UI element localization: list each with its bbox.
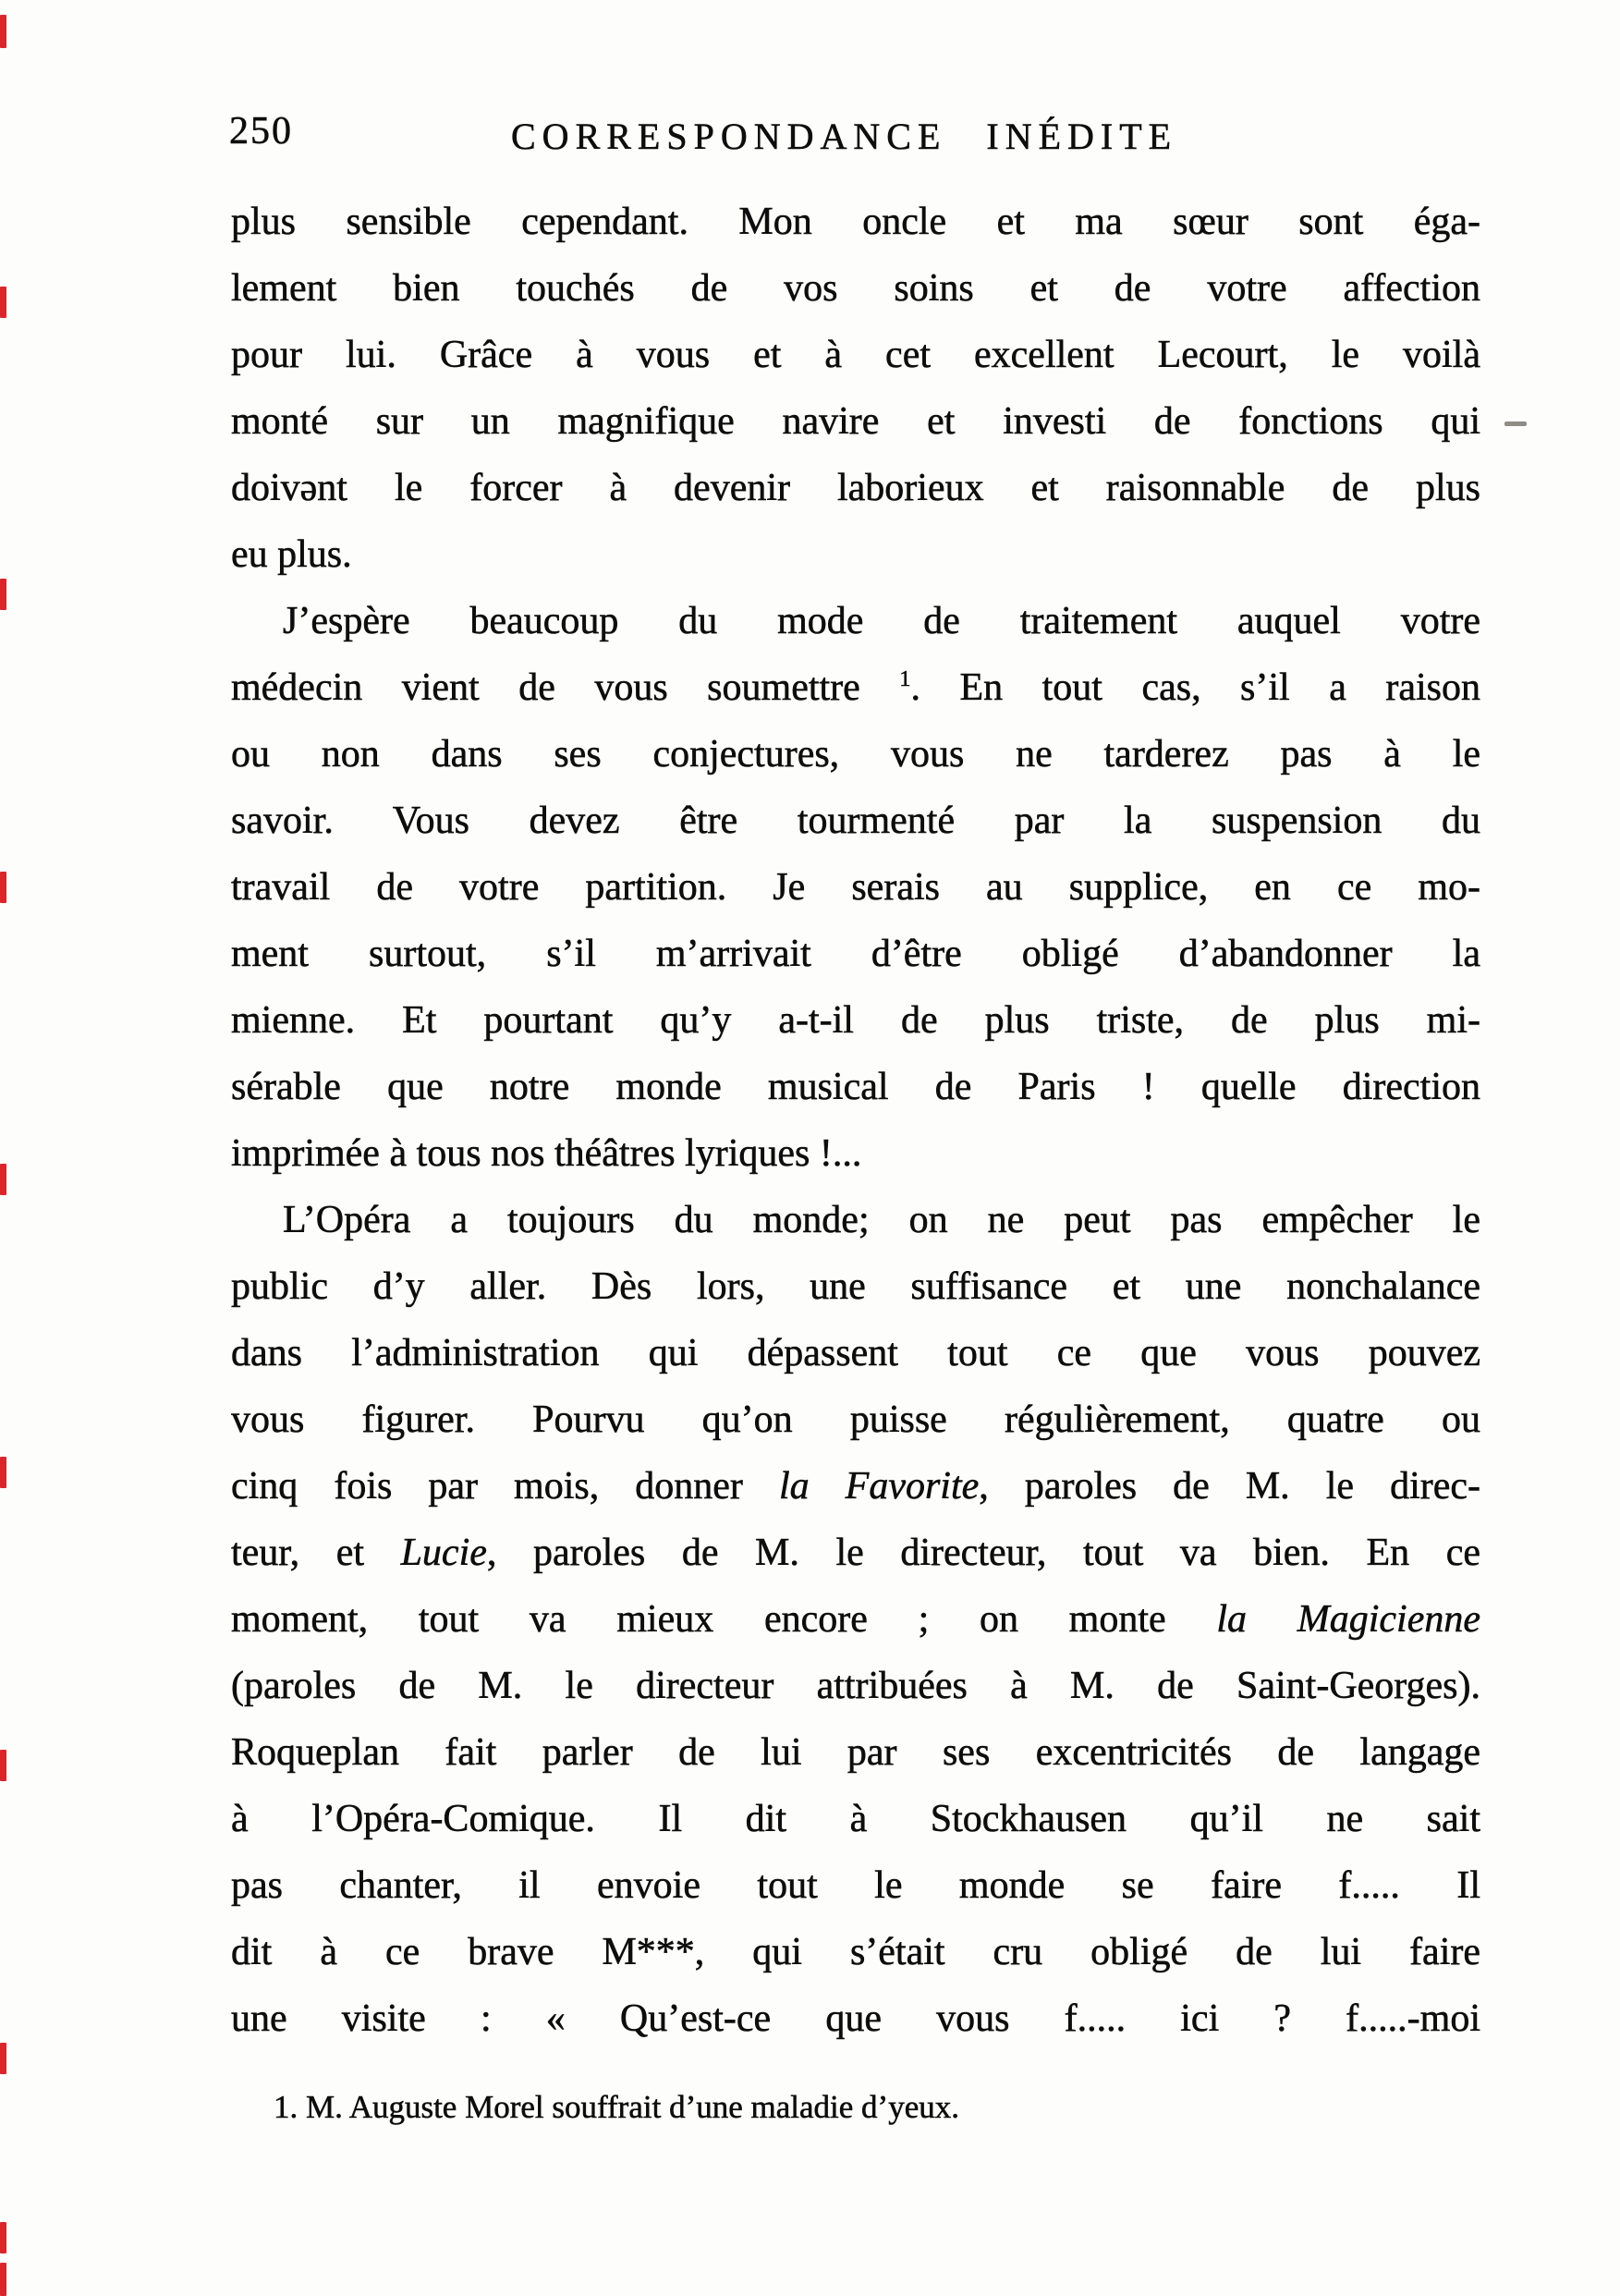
text-segment: imprimée à tous nos théâtres lyriques !... bbox=[231, 1132, 862, 1175]
text-line bbox=[231, 788, 1480, 854]
text-line bbox=[231, 987, 1480, 1054]
text-segment: ou non dans ses conjectures, vous ne tarderez pas à le bbox=[231, 733, 1480, 776]
text-segment: une visite : « Qu’est-ce que vous f..... ici ? f.....-moi bbox=[231, 1997, 1480, 2040]
red-edge-mark bbox=[0, 2222, 6, 2253]
text-segment: , paroles de M. le directeur, tout va bien. En ce bbox=[486, 1532, 1480, 1574]
text-line bbox=[231, 1187, 1480, 1253]
text-segment: à l’Opéra-Comique. Il dit à Stockhausen qu’il ne sait bbox=[231, 1798, 1480, 1840]
text-line bbox=[231, 322, 1480, 388]
text-line bbox=[231, 588, 1480, 654]
text-segment: ment surtout, s’il m’arrivait d’être obligé d’abandonner la bbox=[231, 933, 1480, 975]
text-segment: Lucie bbox=[400, 1532, 487, 1574]
text-line bbox=[231, 1386, 1480, 1453]
red-edge-mark bbox=[0, 15, 6, 48]
text-line bbox=[231, 455, 1480, 521]
text-segment: pour lui. Grâce à vous et à cet excellent Lecourt, le voilà bbox=[231, 334, 1480, 376]
text-line bbox=[231, 1120, 1480, 1187]
text-line bbox=[231, 1719, 1480, 1786]
running-header-title: CORRESPONDANCE INÉDITE bbox=[511, 116, 1178, 157]
red-edge-mark bbox=[0, 1164, 6, 1195]
text-line bbox=[231, 1520, 1480, 1586]
red-edge-mark bbox=[0, 2263, 6, 2296]
red-edge-mark bbox=[0, 579, 6, 610]
pencil-dash-mark bbox=[1504, 421, 1527, 426]
red-edge-mark bbox=[0, 287, 6, 318]
text-line bbox=[231, 255, 1480, 322]
text-line bbox=[231, 1320, 1480, 1386]
text-line bbox=[231, 1786, 1480, 1852]
text-line bbox=[231, 1054, 1480, 1120]
text-segment: doivənt le forcer à devenir laborieux et raisonnable de plus bbox=[231, 467, 1480, 509]
text-line bbox=[231, 388, 1480, 455]
text-segment: mienne. Et pourtant qu’y a-t-il de plus triste, de plus mi- bbox=[231, 999, 1480, 1042]
text-segment: , paroles de M. le direc- bbox=[979, 1465, 1480, 1508]
text-segment: sérable que notre monde musical de Paris ! quelle direction bbox=[231, 1066, 1480, 1108]
text-segment: médecin vient de vous soumettre bbox=[231, 666, 900, 709]
text-line bbox=[231, 1586, 1480, 1653]
text-segment: cinq fois par mois, donner bbox=[231, 1465, 779, 1508]
footnote-reference-superscript: 1 bbox=[899, 666, 911, 691]
text-segment: . En tout cas, s’il a raison bbox=[910, 666, 1480, 709]
text-line bbox=[231, 854, 1480, 921]
footnote: 1. M. Auguste Morel souffrait d’une maladie d’yeux. bbox=[274, 2089, 959, 2125]
text-segment: savoir. Vous devez être tourmenté par la suspension du bbox=[231, 800, 1480, 842]
text-line bbox=[231, 521, 1480, 588]
text-line bbox=[231, 921, 1480, 987]
text-segment: travail de votre partition. Je serais au supplice, en ce mo- bbox=[231, 866, 1480, 909]
text-segment: Roqueplan fait parler de lui par ses excentricités de langage bbox=[231, 1731, 1480, 1774]
text-segment: la Favorite bbox=[778, 1465, 980, 1508]
red-edge-mark bbox=[0, 1750, 6, 1781]
text-segment: J’espère beaucoup du mode de traitement auquel votre bbox=[283, 600, 1480, 642]
text-segment: lement bien touchés de vos soins et de votre affection bbox=[231, 267, 1480, 310]
text-segment: dans l’administration qui dépassent tout ce que vous pouvez bbox=[231, 1332, 1480, 1374]
text-segment: teur, et bbox=[231, 1532, 401, 1574]
text-line bbox=[231, 1852, 1480, 1919]
text-segment: (paroles de M. le directeur attribuées à M. de Saint-Georges). bbox=[231, 1665, 1480, 1707]
text-segment: monté sur un magnifique navire et investi de fonctions qui bbox=[231, 400, 1480, 443]
text-line bbox=[231, 1253, 1480, 1320]
page-number: 250 bbox=[229, 110, 293, 153]
red-edge-mark bbox=[0, 872, 6, 903]
red-edge-mark bbox=[0, 1457, 6, 1488]
text-line bbox=[231, 654, 1480, 721]
text-line bbox=[231, 189, 1480, 255]
text-line bbox=[231, 1653, 1480, 1719]
red-edge-mark bbox=[0, 2043, 6, 2074]
text-segment: dit à ce brave M***, qui s’était cru obligé de lui faire bbox=[231, 1931, 1480, 1973]
text-segment: L’Opéra a toujours du monde; on ne peut pas empêcher le bbox=[283, 1199, 1480, 1241]
text-segment: moment, tout va mieux encore ; on monte bbox=[231, 1598, 1217, 1641]
text-segment: vous figurer. Pourvu qu’on puisse régulièrement, quatre ou bbox=[231, 1398, 1480, 1441]
text-segment: eu plus. bbox=[231, 533, 352, 576]
text-segment: la Magicienne bbox=[1216, 1598, 1480, 1641]
text-line bbox=[231, 721, 1480, 788]
text-line bbox=[231, 1985, 1480, 2052]
text-line bbox=[231, 1453, 1480, 1520]
text-segment: plus sensible cependant. Mon oncle et ma sœur sont éga- bbox=[231, 201, 1480, 243]
text-segment: pas chanter, il envoie tout le monde se faire f..... Il bbox=[231, 1864, 1480, 1907]
body-text-block bbox=[231, 189, 1480, 2052]
text-segment: public d’y aller. Dès lors, une suffisance et une nonchalance bbox=[231, 1265, 1480, 1308]
text-line bbox=[231, 1919, 1480, 1985]
